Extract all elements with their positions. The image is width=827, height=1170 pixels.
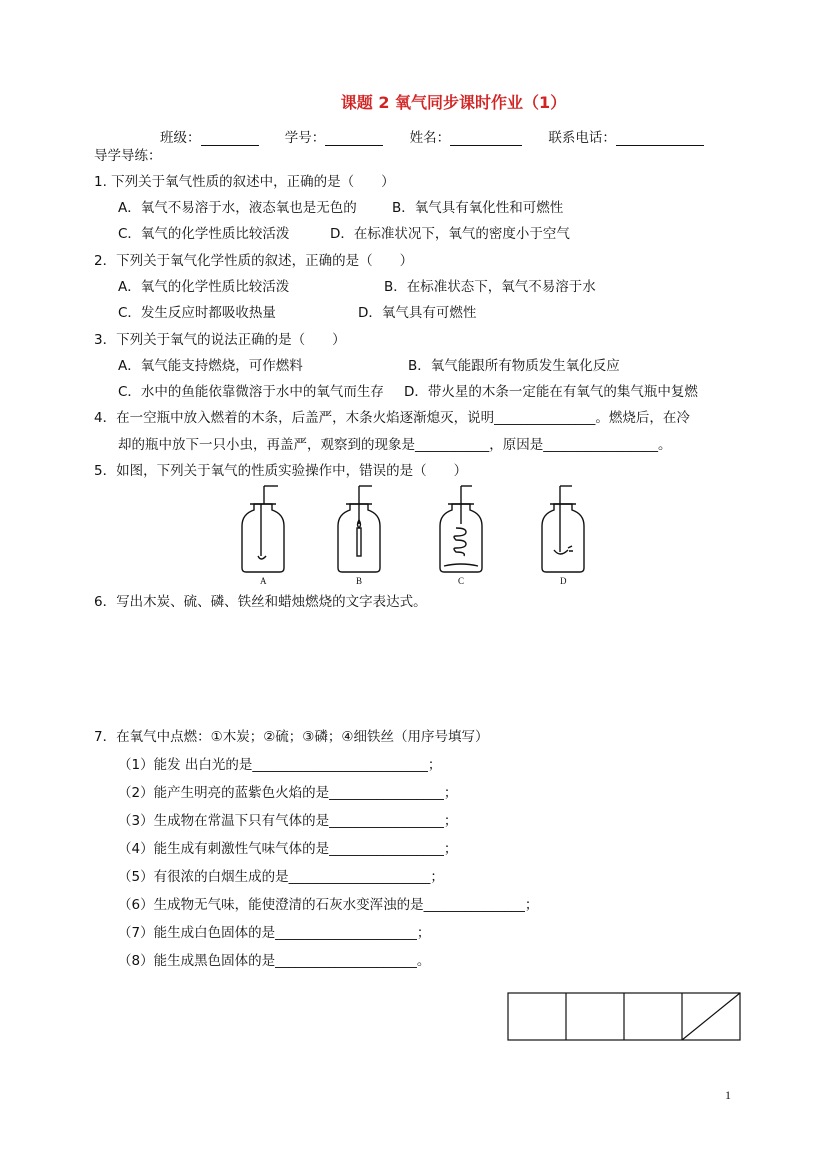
q7-stem: 7．在氧气中点燃：①木炭；②硫；③磷；④细铁丝（用序号填写）: [94, 729, 489, 745]
q7-item: （5）有很浓的白烟生成的是_____________________；: [118, 869, 444, 885]
apparatus-label-a: A: [260, 576, 267, 586]
q7-item: （2）能产生明亮的蓝紫色火焰的是_________________；: [118, 785, 458, 801]
class-label: 班级：: [160, 130, 201, 146]
guide-heading: 导学导练：: [94, 148, 162, 164]
id-label: 学号：: [284, 130, 326, 146]
page-title: 课题 2 氧气同步课时作业（1）: [340, 93, 567, 112]
q7-item: （1）能发 出白光的是__________________________；: [118, 757, 442, 773]
q7-item: （6）生成物无气味，能使澄清的石灰水变浑浊的是_______________；: [118, 897, 539, 913]
apparatus-b: [338, 486, 380, 572]
q4-line2: 却的瓶中放下一只小虫，再盖严，观察到的现象是___________，原因是_________________。: [118, 437, 672, 453]
q2-option-b: B．在标准状态下，氧气不易溶于水: [384, 279, 596, 295]
name-label: 姓名：: [409, 130, 451, 146]
q7-item: （4）能生成有刺激性气味气体的是_________________；: [118, 841, 458, 857]
q3-stem: 3．下列关于氧气的说法正确的是（ ）: [94, 332, 346, 348]
apparatus-label-d: D: [560, 576, 567, 586]
q3-option-b: B．氧气能跟所有物质发生氧化反应: [408, 358, 620, 374]
q5-stem: 5．如图，下列关于氧气的性质实验操作中，错误的是（ ）: [94, 463, 468, 479]
phone-label: 联系电话：: [548, 130, 616, 146]
q1-option-a: A．氧气不易溶于水，液态氧也是无色的: [118, 200, 357, 216]
apparatus-a: [242, 486, 284, 572]
q1-option-d: D．在标准状况下，氧气的密度小于空气: [330, 226, 570, 242]
q3-option-c: C．水中的鱼能依靠微溶于水中的氧气而生存: [118, 384, 384, 400]
name-blank[interactable]: [450, 130, 522, 146]
q7-item: （3）生成物在常温下只有气体的是_________________；: [118, 813, 458, 829]
apparatus-label-c: C: [458, 576, 465, 586]
q2-option-c: C．发生反应时都吸收热量: [118, 305, 276, 321]
apparatus-label-b: B: [356, 576, 363, 586]
q2-option-d: D．氧气具有可燃性: [358, 305, 477, 321]
class-blank[interactable]: [201, 130, 259, 146]
apparatus-c: [440, 486, 482, 572]
grading-box-table: [507, 992, 743, 1042]
apparatus-d: [542, 486, 584, 572]
q7-item: （7）能生成白色固体的是_____________________；: [118, 925, 431, 941]
q3-option-a: A．氧气能支持燃烧，可作燃料: [118, 358, 303, 374]
q4-line1: 4．在一空瓶中放入燃着的木条，后盖严，木条火焰逐渐熄灭，说明_______________。燃烧后，在冷: [94, 410, 690, 426]
page-number: 1: [725, 1088, 731, 1102]
q2-option-a: A．氧气的化学性质比较活泼: [118, 279, 290, 295]
q1-stem: 1. 下列关于氧气性质的叙述中，正确的是（ ）: [94, 174, 395, 190]
q5-apparatus-figure: [228, 484, 588, 590]
q3-option-d: D．带火星的木条一定能在有氧气的集气瓶中复燃: [404, 384, 698, 400]
q6-stem: 6．写出木炭、硫、磷、铁丝和蜡烛燃烧的文字表达式。: [94, 594, 427, 610]
q1-option-c: C．氧气的化学性质比较活泼: [118, 226, 290, 242]
id-blank[interactable]: [325, 130, 383, 146]
student-info-line: [160, 126, 726, 146]
phone-blank[interactable]: [616, 130, 704, 146]
q2-stem: 2．下列关于氧气化学性质的叙述，正确的是（ ）: [94, 253, 414, 269]
q7-item: （8）能生成黑色固体的是_____________________。: [118, 953, 431, 969]
q1-option-b: B．氧气具有氧化性和可燃性: [392, 200, 564, 216]
